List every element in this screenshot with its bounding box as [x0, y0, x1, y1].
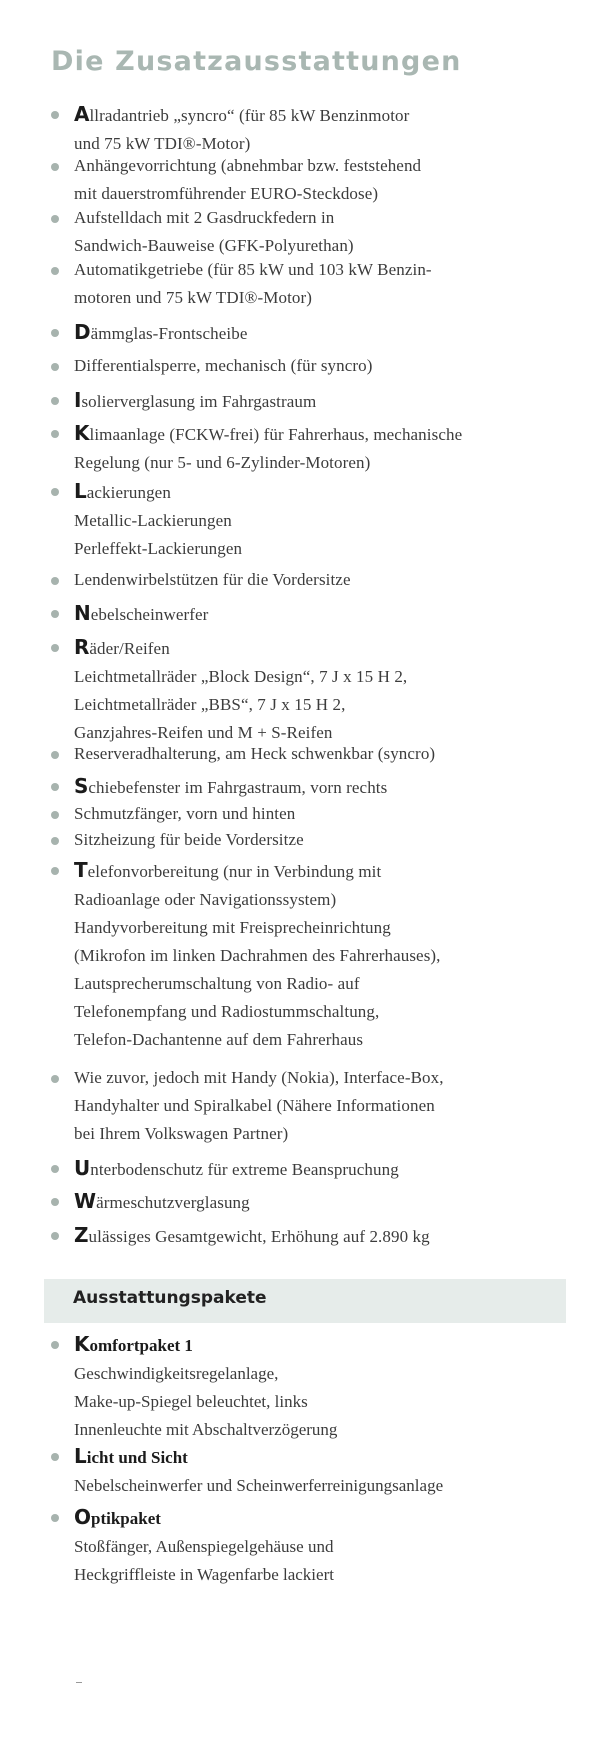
equipment-item	[0, 1221, 430, 1251]
package-title	[74, 1442, 443, 1472]
footer-mark	[76, 1682, 82, 1683]
equipment-line	[74, 633, 407, 663]
equipment-line	[74, 507, 242, 535]
package-title-text: icht und Sicht	[86, 1448, 188, 1467]
equipment-item	[0, 856, 441, 1054]
equipment-line	[74, 386, 316, 416]
equipment-text: chiebefenster im Fahrgastraum, vorn rechts	[88, 778, 388, 797]
equipment-line	[74, 566, 351, 594]
equipment-line	[74, 663, 407, 691]
equipment-line	[74, 152, 421, 180]
equipment-item	[0, 204, 354, 260]
equipment-text: ulässiges Gesamtgewicht, Erhöhung auf 2.890 kg	[88, 1227, 430, 1246]
equipment-text: äder/Reifen	[89, 639, 170, 658]
equipment-line	[74, 970, 441, 998]
equipment-item	[0, 740, 435, 768]
equipment-text: ebelscheinwerfer	[90, 605, 209, 624]
equipment-line	[74, 800, 295, 828]
equipment-line	[74, 886, 441, 914]
packages-heading: Ausstattungspakete	[73, 1288, 267, 1308]
equipment-item	[0, 633, 407, 747]
equipment-text: Sandwich-Bauweise (GFK-Polyurethan)	[74, 236, 354, 255]
initial-letter: A	[74, 102, 90, 126]
equipment-line	[74, 1154, 399, 1184]
equipment-line	[74, 535, 242, 563]
equipment-item	[0, 599, 208, 629]
initial-letter: D	[74, 320, 91, 344]
equipment-text: Handyhalter und Spiralkabel (Nähere Informationen	[74, 1096, 435, 1115]
initial-letter: L	[74, 1444, 87, 1468]
equipment-line	[74, 1026, 441, 1054]
equipment-item	[0, 256, 432, 312]
initial-letter: K	[74, 1332, 90, 1356]
equipment-text: (Mikrofon im linken Dachrahmen des Fahrerhauses),	[74, 946, 441, 965]
package-line: Nebelscheinwerfer und Scheinwerferreinigungsanlage	[74, 1476, 444, 1495]
equipment-line	[74, 1221, 430, 1251]
equipment-text: Radioanlage oder Navigationssystem)	[74, 890, 337, 909]
initial-letter: N	[74, 601, 91, 625]
initial-letter: S	[74, 774, 89, 798]
equipment-text: motoren und 75 kW TDI®-Motor)	[74, 288, 313, 307]
equipment-line	[74, 599, 208, 629]
initial-letter: T	[74, 858, 88, 882]
equipment-text: Lendenwirbelstützen für die Vordersitze	[74, 570, 351, 589]
initial-letter: O	[74, 1505, 92, 1529]
equipment-text: Automatikgetriebe (für 85 kW und 103 kW Benzin-	[74, 260, 432, 279]
equipment-item	[0, 100, 409, 158]
initial-letter: K	[74, 421, 90, 445]
equipment-line	[74, 100, 409, 130]
equipment-line	[74, 1092, 444, 1120]
equipment-line	[74, 449, 462, 477]
equipment-text: Sitzheizung für beide Vordersitze	[74, 830, 304, 849]
equipment-item	[0, 1064, 444, 1148]
package-item	[0, 1330, 337, 1444]
equipment-item	[0, 419, 462, 477]
equipment-text: Ganzjahres-Reifen und M + S-Reifen	[74, 723, 333, 742]
package-line: Heckgriffleiste in Wagenfarbe lackiert	[74, 1565, 334, 1584]
equipment-line	[74, 477, 242, 507]
equipment-text: Leichtmetallräder „BBS“, 7 J x 15 H 2,	[74, 695, 346, 714]
equipment-text: Differentialsperre, mechanisch (für syncro)	[74, 356, 373, 375]
equipment-line	[74, 318, 247, 348]
package-item	[0, 1442, 443, 1500]
equipment-text: Schmutzfänger, vorn und hinten	[74, 804, 296, 823]
equipment-text: Anhängevorrichtung (abnehmbar bzw. feststehend	[74, 156, 422, 175]
package-line: Stoßfänger, Außenspiegelgehäuse und	[74, 1537, 334, 1556]
package-line: Innenleuchte mit Abschaltverzögerung	[74, 1420, 338, 1439]
equipment-line	[74, 772, 387, 802]
package-item	[0, 1503, 334, 1589]
package-title	[74, 1330, 337, 1360]
equipment-text: limaanlage (FCKW-frei) für Fahrerhaus, mechanische	[89, 425, 463, 444]
equipment-text: und 75 kW TDI®-Motor)	[74, 134, 251, 153]
equipment-item	[0, 800, 295, 828]
equipment-text: Reserveradhalterung, am Heck schwenkbar (syncro)	[74, 744, 436, 763]
equipment-text: mit dauerstromführender EURO-Steckdose)	[74, 184, 379, 203]
equipment-text: Aufstelldach mit 2 Gasdruckfedern in	[74, 208, 335, 227]
page-title: Die Zusatzausstattungen	[51, 46, 462, 77]
equipment-text: Wie zuvor, jedoch mit Handy (Nokia), Interface-Box,	[74, 1068, 444, 1087]
package-line: Geschwindigkeitsregelanlage,	[74, 1364, 279, 1383]
equipment-item	[0, 477, 242, 563]
equipment-item	[0, 386, 316, 416]
equipment-line	[74, 1187, 250, 1217]
equipment-line	[74, 204, 354, 232]
equipment-text: Metallic-Lackierungen	[74, 511, 232, 530]
equipment-item	[0, 1187, 250, 1217]
equipment-line	[74, 856, 441, 886]
equipment-line	[74, 256, 432, 284]
equipment-line	[74, 914, 441, 942]
package-title	[74, 1503, 334, 1533]
equipment-item	[0, 352, 373, 380]
equipment-text: Lautsprecherumschaltung von Radio- auf	[74, 974, 360, 993]
initial-letter: W	[74, 1189, 97, 1213]
initial-letter: I	[74, 388, 82, 412]
equipment-text: Handyvorbereitung mit Freisprecheinrichtung	[74, 918, 391, 937]
equipment-line	[74, 1064, 444, 1092]
equipment-text: ämmglas-Frontscheibe	[90, 324, 248, 343]
equipment-item	[0, 772, 387, 802]
equipment-line	[74, 826, 304, 854]
equipment-text: elefonvorbereitung (nur in Verbindung mit	[87, 862, 382, 881]
equipment-item	[0, 826, 304, 854]
equipment-text: ärmeschutzverglasung	[96, 1193, 250, 1212]
initial-letter: U	[74, 1156, 91, 1180]
equipment-line	[74, 352, 373, 380]
initial-letter: R	[74, 635, 90, 659]
equipment-text: bei Ihrem Volkswagen Partner)	[74, 1124, 289, 1143]
equipment-line	[74, 740, 435, 768]
equipment-text: Regelung (nur 5- und 6-Zylinder-Motoren)	[74, 453, 371, 472]
equipment-item	[0, 152, 421, 208]
equipment-item	[0, 1154, 399, 1184]
equipment-line	[74, 998, 441, 1026]
equipment-text: ackierungen	[86, 483, 171, 502]
equipment-line	[74, 1120, 444, 1148]
equipment-text: solierverglasung im Fahrgastraum	[81, 392, 317, 411]
equipment-line	[74, 942, 441, 970]
equipment-line	[74, 419, 462, 449]
initial-letter: L	[74, 479, 87, 503]
equipment-item	[0, 566, 351, 594]
equipment-text: nterbodenschutz für extreme Beanspruchung	[90, 1160, 399, 1179]
initial-letter: Z	[74, 1223, 89, 1247]
package-line: Make-up-Spiegel beleuchtet, links	[74, 1392, 308, 1411]
equipment-text: llradantrieb „syncro“ (für 85 kW Benzinmotor	[89, 106, 410, 125]
equipment-text: Telefon-Dachantenne auf dem Fahrerhaus	[74, 1030, 364, 1049]
equipment-item	[0, 318, 247, 348]
equipment-text: Perleffekt-Lackierungen	[74, 539, 243, 558]
equipment-line	[74, 691, 407, 719]
package-title-text: ptikpaket	[91, 1509, 161, 1528]
package-title-text: omfortpaket 1	[89, 1336, 193, 1355]
equipment-line	[74, 284, 432, 312]
equipment-text: Telefonempfang und Radiostummschaltung,	[74, 1002, 380, 1021]
equipment-text: Leichtmetallräder „Block Design“, 7 J x 15 H 2,	[74, 667, 408, 686]
